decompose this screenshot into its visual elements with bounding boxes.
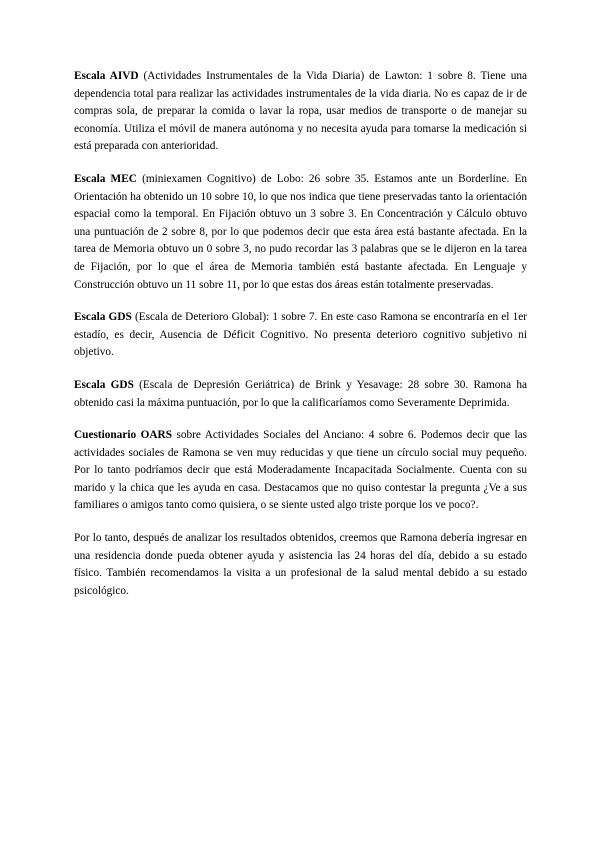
paragraph-oars [74,427,527,515]
paragraph-aivd [74,68,527,156]
paragraph-heading: Escala MEC [74,172,137,185]
paragraph-conclusion [74,530,527,600]
paragraph-text: (miniexamen Cognitivo) de Lobo: 26 sobre 35. Estamos ante un Borderline. En Orientación ha obtenido un 10 sobre 10, lo que nos indica que tiene preservadas tanto la orientación espacial como la temporal. En Fijación obtuvo un 3 sobre 3. En Concentración y Cálculo obtuvo una puntuación de 2 sobre 8, por lo que podemos decir que esta área está bastante afectada. En la tarea de Memoria obtuvo un 0 sobre 3, no pudo recordar las 3 palabras que se le dijeron en la tarea de Fijación, por lo que el área de Memoria también está bastante afectada. En Lenguaje y Construcción obtuvo un 11 sobre 11, por lo que estas dos áreas están totalmente preservadas. [74,172,528,291]
paragraph-heading: Cuestionario OARS [74,429,172,442]
paragraph-gds-depresion [74,377,527,412]
paragraph-text: Por lo tanto, después de analizar los resultados obtenidos, creemos que Ramona debería ingresar en una residencia donde pueda obtener ayuda y asistencia las 24 horas del día, debido a su estado físico. También recomendamos la visita a un profesional de la salud mental debido a su estado psicológico. [74,532,527,597]
document-page [74,68,527,615]
paragraph-text: (Actividades Instrumentales de la Vida Diaria) de Lawton: 1 sobre 8. Tiene una dependencia total para realizar las actividades instrumentales de la vida diaria. No es capaz de ir de compras sola, de preparar la comida o lavar la ropa, usar medios de transporte o de manejar su economía. Utiliza el móvil de manera autónoma y no necesita ayuda para tomarse la medicación si está preparada con anterioridad. [74,70,528,153]
paragraph-mec [74,171,527,294]
paragraph-text: (Escala de Depresión Geriátrica) de Brink y Yesavage: 28 sobre 30. Ramona ha obtenido casi la máxima puntuación, por lo que la calificaríamos como Severamente Deprimida. [74,378,527,409]
paragraph-heading: Escala AIVD [74,70,139,82]
paragraph-text: (Escala de Deterioro Global): 1 sobre 7. En este caso Ramona se encontraría en el 1er estadío, es decir, Ausencia de Déficit Cognitivo. No presenta deterioro cognitivo subjetivo ni objetivo. [74,311,528,359]
paragraph-heading: Escala GDS [74,378,134,391]
paragraph-gds-deterioro [74,309,527,362]
paragraph-text: sobre Actividades Sociales del Anciano: 4 sobre 6. Podemos decir que las actividades sociales de Ramona se ven muy reducidas y que tiene un círculo social muy pequeño. Por lo tanto podríamos decir que está Moderadamente Incapacitada Socialmente. Cuenta con su marido y la chica que les ayuda en casa. Destacamos que no quiso contestar la pregunta ¿Ve a sus familiares o amigos tanto como quisiera, o se siente usted algo triste porque los ve poco?. [74,429,527,512]
paragraph-heading: Escala GDS [74,311,132,324]
